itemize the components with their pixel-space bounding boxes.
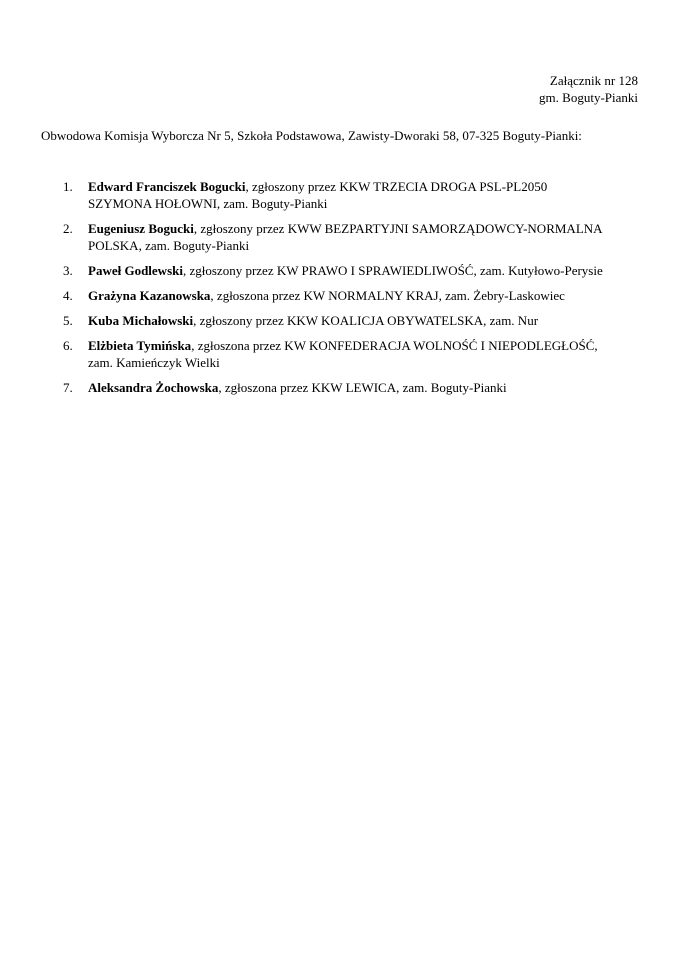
member-item — [0, 287, 679, 304]
member-item — [0, 220, 679, 254]
member-number: 7. — [63, 380, 73, 395]
member-details — [88, 312, 640, 329]
member-item — [0, 337, 679, 371]
member-name: Paweł Godlewski — [88, 263, 183, 278]
member-nomination-continued: SZYMONA HOŁOWNI, zam. Boguty-Pianki — [88, 196, 328, 211]
member-details — [88, 262, 640, 279]
member-name: Edward Franciszek Bogucki — [88, 179, 246, 194]
member-name: Eugeniusz Bogucki — [88, 221, 194, 236]
member-item — [0, 379, 679, 396]
member-nomination: , zgłoszony przez KKW KOALICJA OBYWATELSKA, zam. Nur — [193, 313, 539, 328]
commission-title: Obwodowa Komisja Wyborcza Nr 5, Szkoła Podstawowa, Zawisty-Dworaki 58, 07-325 Boguty-Pianki: — [41, 128, 582, 143]
member-details — [88, 337, 640, 371]
member-item — [0, 312, 679, 329]
member-number: 3. — [63, 263, 73, 278]
member-nomination: , zgłoszona przez KW KONFEDERACJA WOLNOŚĆ I NIEPODLEGŁOŚĆ, — [191, 338, 598, 353]
member-details — [88, 178, 640, 212]
member-item — [0, 178, 679, 212]
document-header — [539, 72, 638, 106]
attachment-number: Załącznik nr 128 — [549, 73, 638, 88]
member-item — [0, 262, 679, 279]
member-nomination: , zgłoszony przez KW PRAWO I SPRAWIEDLIWOŚĆ, zam. Kutyłowo-Perysie — [182, 263, 603, 278]
member-number: 4. — [63, 288, 73, 303]
member-name: Aleksandra Żochowska — [88, 380, 219, 395]
member-nomination: , zgłoszony przez KKW TRZECIA DROGA PSL-PL2050 — [245, 179, 548, 194]
member-nomination-continued: POLSKA, zam. Boguty-Pianki — [88, 238, 250, 253]
member-number: 6. — [63, 338, 73, 353]
member-details — [88, 379, 640, 396]
municipality-name: gm. Boguty-Pianki — [539, 90, 638, 105]
member-number: 2. — [63, 221, 73, 236]
member-details — [88, 287, 640, 304]
member-details — [88, 220, 640, 254]
members-list — [0, 178, 679, 404]
member-nomination: , zgłoszona przez KW NORMALNY KRAJ, zam. Żebry-Laskowiec — [210, 288, 565, 303]
member-nomination: , zgłoszony przez KWW BEZPARTYJNI SAMORZĄDOWCY-NORMALNA — [193, 221, 603, 236]
member-name: Kuba Michałowski — [88, 313, 194, 328]
member-name: Grażyna Kazanowska — [88, 288, 211, 303]
member-nomination: , zgłoszona przez KKW LEWICA, zam. Boguty-Pianki — [218, 380, 507, 395]
member-name: Elżbieta Tymińska — [88, 338, 192, 353]
member-number: 1. — [63, 179, 73, 194]
member-number: 5. — [63, 313, 73, 328]
member-nomination-continued: zam. Kamieńczyk Wielki — [88, 355, 220, 370]
